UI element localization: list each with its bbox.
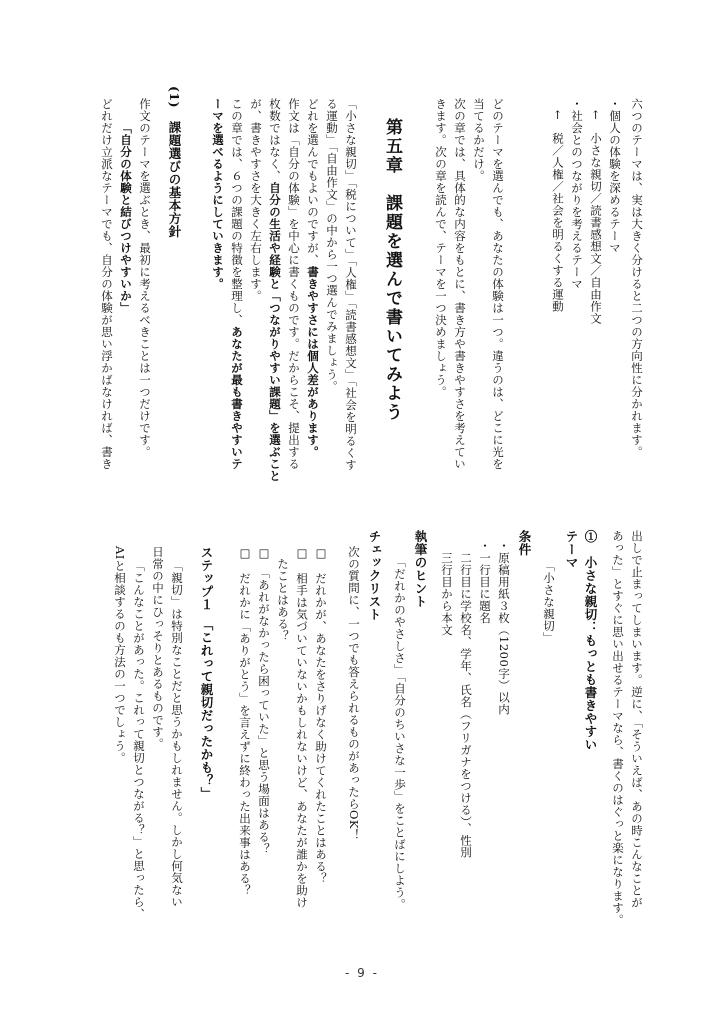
para1-line-4: きます。次の章を読んで、テーマを一つ決めましょう。: [434, 98, 448, 398]
theme-value: 「小さな親切」: [542, 560, 556, 644]
para2-emphasis-2: 自分の生活や経験と「つながりやすい課題」を選ぶこと: [268, 182, 282, 482]
para2-line-8: ーマを選べるようにしていきます。: [211, 98, 225, 290]
para2-line-7: [227, 98, 246, 470]
para1-line-2: 当てるかだけ。: [472, 98, 486, 182]
checklist-item-2-cont: たことはある？: [276, 546, 290, 642]
topic-title-label: テーマ: [564, 530, 579, 569]
para2-line-5: [265, 98, 284, 482]
para2-line-3: [303, 98, 322, 458]
group-line-4: ← 税／人権／社会を明るくする運動: [551, 98, 565, 313]
section1-title: (1) 課題選びの基本方針: [167, 86, 182, 239]
para3-line-3: どれだけ立派なテーマでも、自分の体験が思い浮かばなければ、書き: [100, 98, 114, 470]
checklist-intro: 次の質問に、一つでも答えられるものがあったらOK！: [347, 546, 361, 842]
page-number: - 9 -: [345, 966, 379, 980]
cont-line-1: 出しで止まってしまいます。逆に、「そういえば、あの時こんなことが: [630, 530, 644, 909]
para2-emphasis-3: あなたが最も書きやすいテ: [230, 326, 244, 470]
topic-title: ① 小さな親切：もっとも書きやすい: [583, 530, 598, 751]
para2-line-5-text: 枚数ではなく、: [268, 98, 282, 182]
para2-line-3-text: どれを選んでもよいのですが、: [306, 98, 320, 266]
condition-4: 三行目から本文: [440, 540, 454, 636]
para2-line-7-text: この章では、６つの課題の特徴を整理し、: [230, 98, 244, 326]
step-text-4: AIと相談するのも方法の一つでしょう。: [113, 546, 127, 764]
step-text-2: 日常の中にひっそりとあるものです。: [151, 546, 165, 750]
checklist-item-2: □ 相手は気づいていないかもしれないけど、あなたが誰かを助け: [295, 546, 309, 909]
step-text-1: 「親切」は特別なことだと思うかもしれません。しかし何気ない: [170, 560, 184, 908]
para1-line-1: どのテーマを選んでも、あなたの体験は一つ。違うのは、どこに光を: [491, 98, 505, 470]
para3-line-2: 「自分の体験と結びつけやすいか」: [119, 122, 133, 314]
para2-line-2: る運動」「自由作文」の中から一つ選んでみましょう。: [325, 98, 339, 393]
checklist-item-1: □ だれかが、あなたをさりげなく助けてくれたことはある？: [314, 546, 328, 885]
hint-label: 執筆のヒント: [413, 530, 428, 608]
group-line-1: ・個人の体験を深めるテーマ: [608, 98, 622, 254]
para3-line-1: 作文のテーマを選ぶとき、最初に考えるべきことは一つだけです。: [138, 98, 152, 458]
para2-line-4: 作文は「自分の体験」を中心に書くものです。だからこそ、提出する: [287, 98, 301, 470]
checklist-item-4: □ だれかに「ありがとう」を言えずに終わった出来事はある？: [238, 546, 252, 897]
condition-1: ・原稿用紙３枚（1200字）以内: [497, 540, 511, 716]
para2-emphasis-1: 書きやすさには個人差があります。: [306, 266, 320, 458]
group-line-3: ・社会とのつながりを考えるテーマ: [570, 98, 584, 290]
step-label: ステップ１ 「これって親切だったかも？」: [199, 546, 214, 800]
condition-3: 二行目に学校名、学年、氏名（フリガナをつける）、性別: [459, 540, 473, 859]
chapter-title: 第五章 課題を選んで書いてみよう: [382, 118, 402, 422]
conditions-label: 条件: [517, 530, 532, 556]
checklist-item-3: □ 「あれがなかったら困っていた」と思う場面はある？: [257, 546, 271, 855]
para1-line-3: 次の章では、具体的な内容をもとに、書き方や書きやすさを考えてい: [453, 98, 467, 470]
step-text-3: 「こんなことがあった。これって親切とつながる？」と思ったら、: [132, 560, 146, 920]
para2-line-1: 「小さな親切」「税について」「人権」「読書感想文」「社会を明るくす: [344, 98, 358, 471]
intro-line: 六つのテーマは、実は大きく分けると二つの方向性に分かれます。: [630, 98, 644, 458]
group-line-2: ← 小さな親切／読書感想文／自由作文: [589, 98, 603, 325]
cont-line-2: あった」とすぐに思い出せるテーマなら、書くのはぐっと楽になります。: [611, 530, 625, 926]
para2-line-6: が、書きやすさを大きく左右します。: [249, 98, 263, 302]
checklist-label: チェックリスト: [367, 530, 382, 621]
hint-text: 「だれかのやさしさ」「自分のちいさな一歩」をことばにしよう。: [393, 556, 407, 911]
condition-2: ・一行目に題名: [478, 540, 492, 624]
